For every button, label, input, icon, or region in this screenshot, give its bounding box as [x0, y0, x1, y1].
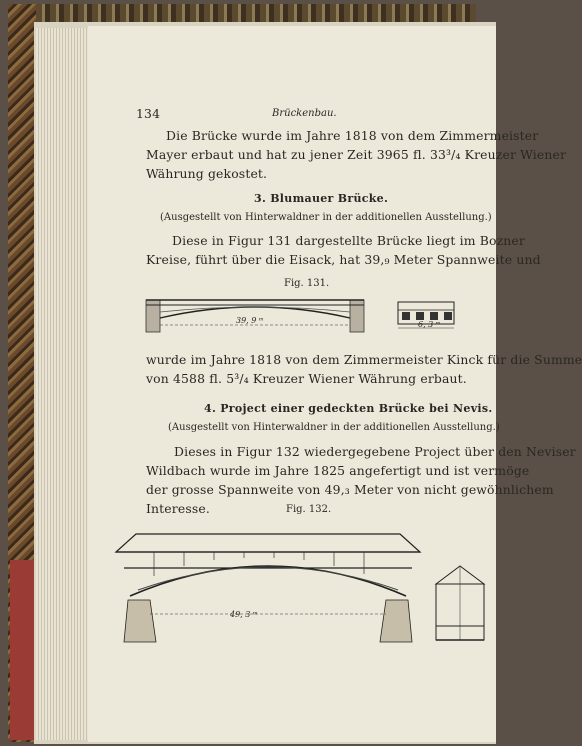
text-line: von 4588 fl. 5³/₄ Kreuzer Wiener Währung erbaut.	[146, 371, 467, 386]
page-edges	[36, 28, 88, 740]
text-line: Wildbach wurde im Jahre 1825 angefertigt und ist vermöge	[146, 463, 530, 478]
width-label: 6, 3 ᵐ	[418, 320, 441, 329]
section-heading: 3. Blumauer Brücke.	[254, 192, 389, 205]
text-line: Dieses in Figur 132 wiedergegebene Project über den Neviser	[174, 444, 576, 459]
text-line: Die Brücke wurde im Jahre 1818 von dem Zimmermeister	[166, 128, 539, 143]
text-line: Währung gekostet.	[146, 166, 268, 181]
span-label: 49, 3 ᵐ	[230, 610, 258, 619]
text-line: Diese in Figur 131 dargestellte Brücke liegt im Bozner	[172, 233, 525, 248]
figure-131-bridge-drawing	[144, 292, 460, 340]
section-heading: 4. Project einer gedeckten Brücke bei Nevis.	[204, 402, 493, 415]
book-page	[88, 26, 582, 742]
figure-caption: Fig. 131.	[284, 278, 330, 289]
text-line: der grosse Spannweite von 49,₃ Meter von nicht gewöhnlichem	[146, 482, 554, 497]
figure-132-bridge-drawing	[114, 526, 490, 644]
page-number: 134	[136, 106, 161, 121]
text-line: Mayer erbaut und hat zu jener Zeit 3965 fl. 33³/₄ Kreuzer Wiener	[146, 147, 567, 162]
running-title: Brückenbau.	[272, 108, 337, 119]
text-line: Kreise, führt über die Eisack, hat 39,₉ Meter Spannweite und	[146, 252, 541, 267]
book-spine-red	[10, 560, 36, 740]
text-line: Interesse.	[146, 501, 210, 516]
figure-caption: Fig. 132.	[286, 504, 332, 515]
text-line: wurde im Jahre 1818 von dem Zimmermeister Kinck für die Summe	[146, 352, 582, 367]
section-note: (Ausgestellt von Hinterwaldner in der additionellen Ausstellung.)	[168, 422, 500, 433]
span-label: 39, 9 ᵐ	[236, 316, 264, 325]
section-note: (Ausgestellt von Hinterwaldner in der additionellen Ausstellung.)	[160, 212, 492, 223]
